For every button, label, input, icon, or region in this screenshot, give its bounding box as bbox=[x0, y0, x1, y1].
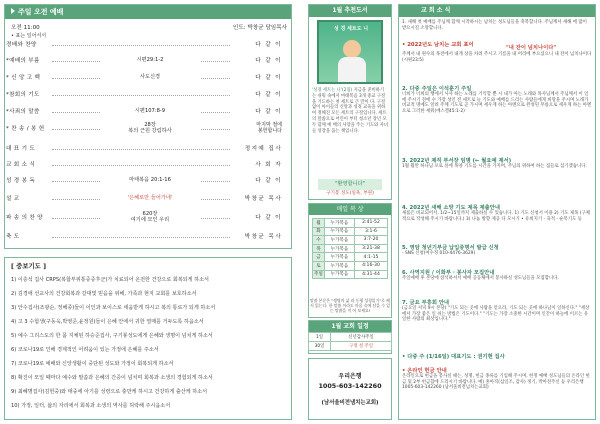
worship-row-label: *참회의 기도 bbox=[6, 92, 40, 98]
news-item-text: 새롭은 비교되어서, 1/2~15일까지 제출하실 수 있습니다. 1) 기도 신청서 이용 2) 기도 제목 (구체적으로 작성해 주시기 바랍니다.) 3) 나눔 방향 제공 다 모시기 • 유희지기 - 육적 - 순복기도 등 bbox=[402, 211, 590, 222]
schedule-table bbox=[308, 332, 392, 351]
bank-name: 우리은행 bbox=[338, 373, 362, 380]
bible-row bbox=[313, 244, 388, 253]
child-body-shape bbox=[338, 57, 366, 82]
news-item-title: 3. 2022년 제직 부서장 임명 (← 월요예 제서) bbox=[402, 158, 512, 164]
triangle-icon bbox=[11, 8, 15, 14]
bible-ref: 3:21-38 bbox=[355, 244, 388, 253]
worship-title: 주일 오전 예배 bbox=[18, 8, 64, 16]
worship-row-label: 교 회 소 식 bbox=[6, 162, 36, 168]
worship-row-label: 성 경 봉 독 bbox=[6, 178, 36, 184]
worship-row bbox=[6, 56, 282, 67]
worship-row bbox=[6, 213, 282, 224]
book-heading: 1월 추천도서 bbox=[309, 5, 391, 17]
worship-row-detail: 시편29:1-2 bbox=[100, 56, 200, 63]
prayer-title: [ 중보기도 ] bbox=[11, 262, 46, 270]
bible-book: 누가복음 bbox=[325, 261, 355, 270]
news-item-title: • 2022년도 남치는 교회 표어 bbox=[402, 42, 474, 48]
worship-row bbox=[6, 232, 282, 243]
bible-row bbox=[313, 253, 388, 262]
book-caption bbox=[312, 88, 388, 134]
prayer-list bbox=[5, 273, 291, 413]
prayer-item: 6) 코로나19로 인해 경제적인 어려움이 있는 가정에 은혜를 주소서 bbox=[11, 347, 159, 353]
worship-row-leader: 박창균 목사 bbox=[230, 194, 282, 202]
worship-row-leader: 박창균 목사 bbox=[230, 232, 282, 240]
bible-book: 누가복음 bbox=[325, 219, 355, 228]
news-item-text: "내 잔이 넘치나이다" bbox=[506, 45, 557, 51]
bible-day: 금 bbox=[313, 253, 325, 262]
schedule-row bbox=[309, 342, 392, 351]
worship-row-detail: 620장 여기에 모인 우리 bbox=[100, 211, 200, 223]
book-cover-title: 성 경 세트도 니 bbox=[333, 26, 369, 32]
leader-dots bbox=[52, 165, 230, 166]
account-number: 1005-603-142260 bbox=[318, 382, 382, 390]
worship-meta bbox=[11, 23, 287, 31]
bible-day: 월 bbox=[313, 219, 325, 228]
worship-row-detail: 마태복음 20:1-16 bbox=[100, 176, 200, 183]
news-item-text: (금요일 저녁 9시 본당) "기도 되는 곳에 사람을 얻으라, 기도 되는 곳에 하나님이 일하신다." "세상에서 가장 좋은 일 쉬는 방법은 기도이다." "기도는 가장 소중한 시간이며 인간이 하늘에 이르는 유일한 사람의 최상입니다." bbox=[402, 306, 590, 323]
worship-row-label: 설 교 bbox=[6, 196, 20, 202]
bible-day: 목 bbox=[313, 244, 325, 253]
schedule-row bbox=[309, 333, 392, 342]
worship-row-detail: 28장 복의 근원 강림하사 bbox=[100, 122, 200, 134]
bible-row bbox=[313, 270, 388, 279]
bible-day: 수 bbox=[313, 236, 325, 245]
bible-book: 누가복음 bbox=[325, 227, 355, 236]
prayer-item: 10) 가정, 일터, 삶의 자리에서 회복과 소생의 역사를 허락해 주시옵소서 bbox=[11, 403, 171, 409]
worship-row-detail: '은혜로만 들어가네' bbox=[100, 194, 200, 201]
news-item-text: 1월 월만 하나님 포로 실에 목양 기도를 시간을 가지며, 주님의 위하여 하는 집들로 섬기겠습니다. bbox=[402, 164, 587, 169]
prayer-item: 3) 안수집사(조광순, 정해종)들이 이인과 보이스로 세움받게 하시고 복의 통로가 되게 하소서 bbox=[11, 305, 216, 311]
standing-note: • 표는 일어서서 bbox=[11, 33, 47, 39]
bible-day: 토 bbox=[313, 261, 325, 270]
prayer-item: 8) 확진이 모일 때마다 예수와 말씀과 은혜의 간증이 넘치며 회복과 소생의 경험되게 하소서 bbox=[11, 375, 213, 381]
bible-row bbox=[313, 236, 388, 245]
worship-row-leader: 다 같 이 bbox=[230, 213, 282, 221]
account-holder: (남서울비전냄치는교회) bbox=[321, 400, 379, 406]
news-item-text: 1. 새해 첫 예배를 주님께 함께 시작하시는 남치는 성도님들을 축복합니다. 주님께서 새해 에 많이 받으시길 소망합니다. bbox=[402, 20, 587, 31]
schedule-event: 신년감사주일 bbox=[331, 333, 392, 342]
worship-row-label: *예배의 부름 bbox=[6, 58, 40, 64]
bible-note: 말씀 본문은 "생명의 삶 과 동행 성경읽기"로 해서 읽는다. 한 말씀 이라도 마음 속에 담을 수 있는 말씀을 적 어 보세요! bbox=[310, 298, 391, 314]
prayer-item: 2) 김경애 선교사의 건강회복과 갈대빛 믿음을 위해, 가족과 현지 교회를 보호하소서 bbox=[11, 291, 197, 297]
worship-row bbox=[6, 90, 282, 101]
worship-row-leader: 다 같 이 bbox=[230, 107, 282, 115]
book-caption-title: '성경 세트는 니'(2집) bbox=[312, 88, 353, 93]
news-item-title: 5. 영암 청년기부금 납입증명서 발급 신청 bbox=[402, 245, 499, 251]
news-item-text: 주일예배 후 본당에 참석하셔서 예배 공동체에서 봉사하실 성도님들을 모집합니다. bbox=[402, 276, 559, 281]
worship-row-label: *사죄의 말씀 bbox=[6, 109, 40, 115]
schedule-event: 구정 설 주일 bbox=[331, 342, 392, 351]
bible-ref: 4:16-30 bbox=[355, 261, 388, 270]
worship-row bbox=[6, 176, 282, 187]
worship-row-leader: 다 같 이 bbox=[230, 40, 282, 48]
worship-row-label: * 찬 송 / 봉 헌 bbox=[6, 126, 45, 132]
schedule-heading: 1월 교회 일정 bbox=[309, 321, 391, 333]
leader-dots bbox=[52, 45, 230, 46]
news-item-text: 너희가 너희의 행에서 사사 하는 노래를 기억할 뿐 시 내가 아는 노래와 목사님께서 주님께서 이 일에 주시기 전에 수 가장 성인 전 세트로 늘 기도와 예배를 드리는 사람들에게 희망을 주시며 노래가 비교적 명예도 알려 주께 기도로 곧 가시며 세우게 하는 아멘으로 완성된 무릎으로 세우게 하는 아멘으로 그러한 세워(에스겔45:1-2) bbox=[402, 92, 592, 115]
news-item-text: - SNS 신청(여수정 010-4476-3629) bbox=[402, 251, 476, 256]
news-item-title: 7. 금요 부흥회 안내 bbox=[402, 300, 450, 306]
worship-row-label: 파 송 의 찬 양 bbox=[6, 215, 43, 221]
bible-ref: 3:1-6 bbox=[355, 227, 388, 236]
prayer-panel bbox=[4, 257, 292, 420]
child-figure-icon bbox=[343, 40, 361, 58]
bible-book: 누가복음 bbox=[325, 253, 355, 262]
bible-ref: 4:31-44 bbox=[355, 270, 388, 279]
news-item-title: 2. 다중 주일은 이석훈기 주일 bbox=[402, 86, 472, 92]
schedule-date: 30일 bbox=[309, 342, 331, 351]
prayer-item: 4) 고 3 수험생(구동욱,박영준,윤정원)들이 은혜 안에서 귀한 열매를 거두도록 하옵소서 bbox=[11, 319, 204, 325]
leader-dots bbox=[52, 237, 230, 238]
news-item-text: 주께서 내 원수의 목전에서 내게 상을 차려 주시고 기름을 내 머리에 부으셨으니 내 잔이 넘치나이다 (시편23:5) bbox=[402, 52, 592, 63]
worship-row bbox=[6, 40, 282, 51]
worship-row bbox=[6, 107, 282, 118]
worship-row-leader: 다 같 이 bbox=[230, 73, 282, 81]
prayer-item: 7) 코로나19로 예배와 신앙생활이 중단된 성도와 가정이 회복되게 하소서 bbox=[11, 361, 174, 367]
leader-dots bbox=[52, 149, 230, 150]
worship-row-leader: 마지막 절에 봉헌합니다 bbox=[230, 122, 282, 134]
worship-row bbox=[6, 194, 282, 205]
welcome-list: 구기봉 성도(일욕, 부원) bbox=[326, 191, 374, 196]
worship-row bbox=[6, 73, 282, 84]
bible-book: 누가복음 bbox=[325, 236, 355, 245]
worship-row-leader: 정지예 집사 bbox=[230, 144, 282, 152]
worship-row-leader: 사 회 자 bbox=[230, 160, 282, 168]
worship-time: 오전 11:00 bbox=[11, 25, 40, 31]
news-item-title: 6. 사역지원 / 이화부 · 봉사자 모집안내 bbox=[402, 270, 495, 276]
bible-ref: 4:1-15 bbox=[355, 253, 388, 262]
worship-row-label: 대 표 기 도 bbox=[6, 146, 36, 152]
worship-row-label: 축 도 bbox=[6, 234, 20, 240]
bible-table bbox=[312, 218, 388, 279]
book-cover-image bbox=[317, 20, 383, 84]
worship-leader: 인도: 박창균 담임목사 bbox=[232, 25, 287, 31]
bible-book: 누가복음 bbox=[325, 244, 355, 253]
bible-ref: 3:7-20 bbox=[355, 236, 388, 245]
worship-row bbox=[6, 160, 282, 171]
bible-book: 누가복음 bbox=[325, 270, 355, 279]
prayer-item: 9) 최혜명집사(김헌중)와 태중에 아기를 성령으로 충만케 하시고 건강하게 출산케 하소서 bbox=[11, 389, 207, 395]
worship-row-leader: 다 같 이 bbox=[230, 56, 282, 64]
news-item-title: • 다중 주 (1/16일) 대표기도 : 권기현 집사 bbox=[402, 354, 505, 360]
worship-row-label: * 신 앙 고 백 bbox=[6, 75, 41, 81]
book-caption-text: 지금을 준비하기는 쉬워 속에서 마태복음 3개 중교 구절을 기도하는 첫 세트로 큰 만이 다. 구절 없이 아이들의 신앙과 성경 교육을 위하여 정해진 모든 세트의 구절입니다. 세트의 말씀으로 어린이 부터 청소년 장년 모두 함께 예 배의 사랑을 주는 기도와 자녀들 성장을 돕는 책입니다. bbox=[312, 88, 388, 134]
bible-row bbox=[313, 261, 388, 270]
bible-day: 주일 bbox=[313, 270, 325, 279]
worship-row-detail: 사도신경 bbox=[100, 73, 200, 80]
prayer-item: 1) 이층석 집사 CRPS(복합부위통증증후군)가 치료되어 온전한 건강으로 회복되게 하소서 bbox=[11, 277, 209, 283]
worship-row-leader: 다 같 이 bbox=[230, 176, 282, 184]
news-heading: 교 회 소 식 bbox=[399, 5, 595, 17]
worship-row-label: 경배와 찬양 bbox=[6, 42, 37, 48]
bible-row bbox=[313, 227, 388, 236]
bible-day: 화 bbox=[313, 227, 325, 236]
news-item-text: 온라인으로 헌금을 봉사실 때는, 성명, 헌금 종류를 기입해 주시며, 헌정 예배 성도님들의 온라인 헌금 및 2부 헌금함에 드리시기 바랍니다. 예) 홍아직(십일조, 감사) 정기, 박아전주신 등 우리은행 1005-603-142260 (남서울비전넘치는교회) bbox=[402, 374, 590, 391]
worship-row-leader: 다 같 이 bbox=[230, 90, 282, 98]
news-item-title: • 온라인 헌금 안내 bbox=[402, 368, 447, 374]
schedule-date: 1일 bbox=[309, 333, 331, 342]
news-item-title: 4. 2022년 새해 소망 기도 제목 제출안내 bbox=[402, 205, 501, 211]
worship-row bbox=[6, 144, 282, 155]
bible-row bbox=[313, 219, 388, 228]
worship-row bbox=[6, 124, 282, 135]
bible-heading: 매일 복 상 bbox=[309, 204, 391, 215]
leader-dots bbox=[52, 95, 230, 96]
bible-ref: 2:41-52 bbox=[355, 219, 388, 228]
worship-header bbox=[5, 5, 291, 19]
worship-row-detail: 시편107:8-9 bbox=[100, 107, 200, 114]
welcome-banner: "환영합니다" bbox=[318, 179, 382, 190]
prayer-item: 5) 예수 그리스도의 한 몸 지체된 하승준집사, 구기봉성도에게 은혜와 생명이 넘치게 하소서 bbox=[11, 333, 213, 339]
